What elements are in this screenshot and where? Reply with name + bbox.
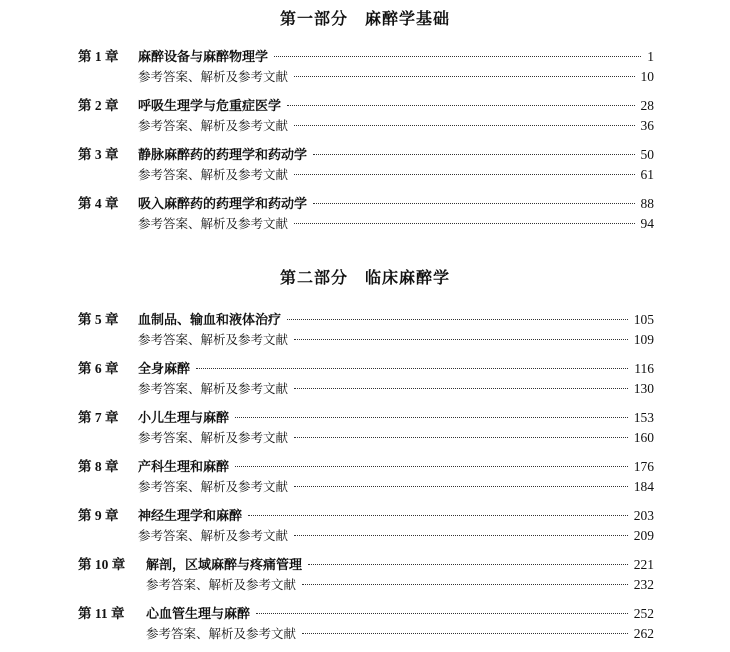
page-number: 252	[633, 606, 654, 621]
chapter-number: 第 4 章	[78, 196, 119, 211]
chapter-title: 神经生理学和麻醉	[138, 509, 243, 524]
references-title: 参考答案、解析及参考文献	[138, 479, 289, 494]
dot-leader	[294, 535, 628, 536]
chapter-title: 吸入麻醉药的药理学和药动学	[138, 197, 308, 212]
toc-entry-chapter-4-references[interactable]	[138, 214, 654, 234]
chapter-number: 第 9 章	[78, 508, 119, 523]
toc-entry-chapter-7[interactable]	[78, 408, 654, 428]
page-number: 176	[633, 459, 654, 474]
page-number: 116	[634, 361, 654, 376]
chapter-number: 第 7 章	[78, 410, 119, 425]
toc-entry-chapter-11[interactable]	[78, 604, 654, 624]
chapter-title: 小儿生理与麻醉	[138, 411, 230, 426]
dot-leader	[294, 76, 634, 77]
toc-entry-chapter-5[interactable]	[78, 310, 654, 330]
toc-entry-chapter-6-references[interactable]	[138, 379, 654, 399]
chapter-title: 心血管生理与麻醉	[146, 607, 251, 622]
chapter-number: 第 5 章	[78, 312, 119, 327]
toc-entry-chapter-10[interactable]	[78, 555, 654, 575]
dot-leader	[294, 388, 628, 389]
dot-leader	[313, 203, 634, 204]
dot-leader	[287, 105, 634, 106]
references-title: 参考答案、解析及参考文献	[138, 381, 289, 396]
chapter-title: 呼吸生理学与危重症医学	[138, 99, 282, 114]
dot-leader	[235, 466, 628, 467]
references-title: 参考答案、解析及参考文献	[138, 216, 289, 231]
toc-entry-chapter-4[interactable]	[78, 194, 654, 214]
dot-leader	[294, 437, 628, 438]
dot-leader	[308, 564, 628, 565]
page-number: 153	[633, 410, 654, 425]
chapter-number: 第 2 章	[78, 98, 119, 113]
chapter-number: 第 11 章	[78, 606, 125, 621]
dot-leader	[302, 633, 628, 634]
chapter-number: 第 6 章	[78, 361, 119, 376]
page-number: 262	[633, 626, 654, 641]
references-title: 参考答案、解析及参考文献	[138, 430, 289, 445]
references-title: 参考答案、解析及参考文献	[138, 118, 289, 133]
dot-leader	[256, 613, 628, 614]
part-2-title: 第二部分 临床麻醉学	[279, 268, 450, 287]
page-number: 232	[633, 577, 654, 592]
chapter-number: 第 10 章	[78, 557, 126, 572]
toc-entry-chapter-2-references[interactable]	[138, 116, 654, 136]
references-title: 参考答案、解析及参考文献	[138, 332, 289, 347]
toc-entry-chapter-10-references[interactable]	[146, 575, 654, 595]
dot-leader	[294, 223, 634, 224]
page-number: 109	[633, 332, 654, 347]
page-number: 36	[640, 118, 654, 133]
page-number: 88	[640, 196, 654, 211]
page-number: 209	[633, 528, 654, 543]
page-number: 94	[640, 216, 654, 231]
part-1-title: 第一部分 麻醉学基础	[279, 9, 450, 28]
page-number: 130	[633, 381, 654, 396]
toc-entry-chapter-9-references[interactable]	[138, 526, 654, 546]
chapter-title: 产科生理和麻醉	[138, 460, 230, 475]
page-number: 28	[640, 98, 654, 113]
references-title: 参考答案、解析及参考文献	[146, 626, 297, 641]
dot-leader	[248, 515, 628, 516]
page-number: 61	[640, 167, 654, 182]
dot-leader	[274, 56, 641, 57]
toc-entry-chapter-3-references[interactable]	[138, 165, 654, 185]
dot-leader	[196, 368, 628, 369]
page-number: 221	[633, 557, 654, 572]
toc-entry-chapter-2[interactable]	[78, 96, 654, 116]
dot-leader	[294, 339, 628, 340]
dot-leader	[287, 319, 628, 320]
toc-entry-chapter-6[interactable]	[78, 359, 654, 379]
chapter-title: 血制品、输血和液体治疗	[138, 313, 282, 328]
page-number: 1	[647, 49, 654, 64]
toc-entry-chapter-5-references[interactable]	[138, 330, 654, 350]
dot-leader	[302, 584, 628, 585]
chapter-number: 第 8 章	[78, 459, 119, 474]
toc-entry-chapter-8-references[interactable]	[138, 477, 654, 497]
toc-entry-chapter-9[interactable]	[78, 506, 654, 526]
page-number: 184	[633, 479, 654, 494]
dot-leader	[313, 154, 634, 155]
toc-entry-chapter-1-references[interactable]	[138, 67, 654, 87]
dot-leader	[294, 125, 634, 126]
toc-entry-chapter-8[interactable]	[78, 457, 654, 477]
chapter-number: 第 1 章	[78, 49, 119, 64]
toc-entry-chapter-7-references[interactable]	[138, 428, 654, 448]
toc-entry-chapter-1[interactable]	[78, 47, 654, 67]
page-number: 105	[633, 312, 654, 327]
chapter-title: 解剖，区域麻醉与疼痛管理	[146, 558, 303, 573]
page-number: 160	[633, 430, 654, 445]
toc-entry-chapter-11-references[interactable]	[146, 624, 654, 644]
references-title: 参考答案、解析及参考文献	[146, 577, 297, 592]
dot-leader	[294, 486, 628, 487]
references-title: 参考答案、解析及参考文献	[138, 528, 289, 543]
chapter-title: 麻醉设备与麻醉物理学	[138, 50, 269, 65]
chapter-title: 静脉麻醉药的药理学和药动学	[138, 148, 308, 163]
dot-leader	[294, 174, 634, 175]
dot-leader	[235, 417, 628, 418]
references-title: 参考答案、解析及参考文献	[138, 167, 289, 182]
chapter-title: 全身麻醉	[138, 362, 191, 377]
page-number: 203	[633, 508, 654, 523]
chapter-number: 第 3 章	[78, 147, 119, 162]
page-number: 10	[640, 69, 654, 84]
page-number: 50	[640, 147, 654, 162]
references-title: 参考答案、解析及参考文献	[138, 69, 289, 84]
toc-entry-chapter-3[interactable]	[78, 145, 654, 165]
